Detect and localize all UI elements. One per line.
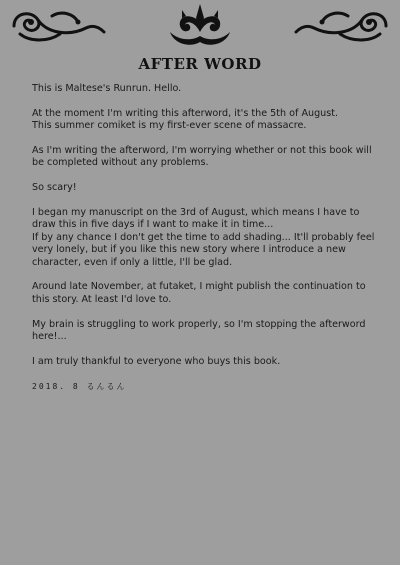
paragraph: I am truly thankful to everyone who buys this book.: [32, 355, 281, 367]
signature-date: 2018. 8 るんるん: [32, 381, 127, 391]
left-flourish-icon: [8, 4, 108, 46]
paragraph: Around late November, at futaket, I might publish the continuation to this story. At least I'd love to.: [32, 281, 366, 305]
paragraph: So scary!: [32, 182, 77, 194]
page-title: AFTER WORD: [138, 55, 262, 73]
paragraph: I began my manuscript on the 3rd of August, which means I have to draw this in five days if I want to make it in time... If by any chance I don't get the time to add shading... It'll probably feel very lonely, but if you like this new story where I introduce a new character, even if only a little, I'll be glad.: [32, 207, 375, 268]
right-flourish-icon: [292, 4, 392, 46]
paragraph: As I'm writing the afterword, I'm worrying whether or not this book will be completed without any problems.: [32, 145, 372, 169]
afterword-body: [32, 83, 377, 393]
center-crown-flourish-icon: [160, 2, 240, 48]
paragraph: This is Maltese's Runrun. Hello.: [32, 83, 182, 94]
paragraph: At the moment I'm writing this afterword, it's the 5th of August. This summer comiket is my first-ever scene of massacre.: [32, 107, 339, 132]
paragraph: My brain is struggling to work properly, so I'm stopping the afterword here!...: [32, 318, 366, 343]
